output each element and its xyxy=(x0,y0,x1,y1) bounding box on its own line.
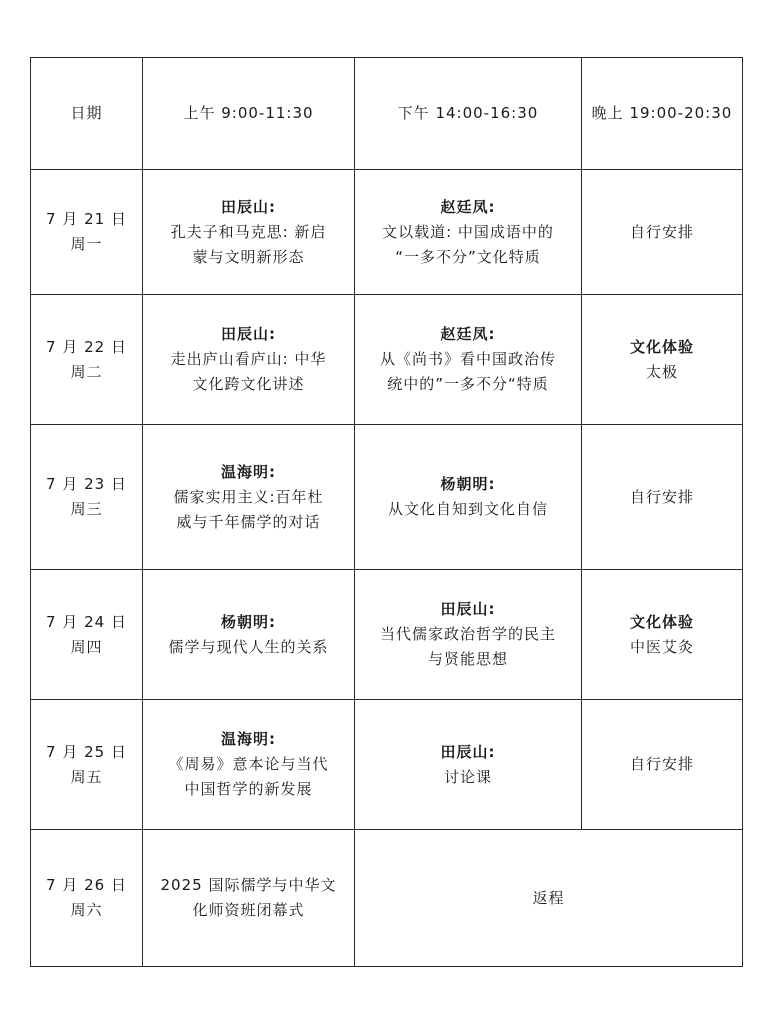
header-row xyxy=(31,58,743,170)
evening-session xyxy=(582,570,743,700)
morning-session xyxy=(143,295,355,425)
session-title-line: 当代儒家政治哲学的民主 xyxy=(379,625,556,643)
session-title-line: 讨论课 xyxy=(443,767,492,786)
session-title-line: 中国哲学的新发展 xyxy=(184,780,313,798)
session-title-line: 从文化自知到文化自信 xyxy=(387,500,548,518)
afternoon-session xyxy=(355,170,582,295)
evening-title: 文化体验 xyxy=(629,337,694,356)
speaker-name: 田辰山: xyxy=(221,325,276,343)
date-cell xyxy=(31,700,143,830)
evening-session xyxy=(582,295,743,425)
weekday-text: 周三 xyxy=(70,500,103,518)
header-date: 日期 xyxy=(31,58,143,170)
table-row xyxy=(31,700,743,830)
session-title-line: 威与千年儒学的对话 xyxy=(176,512,321,531)
header-afternoon: 下午 14:00-16:30 xyxy=(355,58,582,170)
session-title-line: 文以载道: 中国成语中的 xyxy=(382,222,554,241)
speaker-name: 赵廷凤: xyxy=(440,325,496,343)
header-evening: 晚上 19:00-20:30 xyxy=(582,58,743,170)
table-row xyxy=(31,570,743,700)
return-trip-cell xyxy=(355,830,743,967)
evening-session xyxy=(582,170,743,295)
date-text: 7 月 26 日 xyxy=(46,876,127,894)
speaker-name: 温海明: xyxy=(221,730,276,748)
session-title-line: 化师资班闭幕式 xyxy=(192,901,305,919)
date-cell xyxy=(31,295,143,425)
speaker-name: 杨朝明: xyxy=(221,612,276,631)
morning-session xyxy=(143,570,355,700)
weekday-text: 周一 xyxy=(70,235,103,253)
speaker-name: 温海明: xyxy=(221,462,276,481)
afternoon-session xyxy=(355,295,582,425)
table-row xyxy=(31,295,743,425)
evening-text: 中医艾灸 xyxy=(629,637,694,656)
date-text: 7 月 25 日 xyxy=(46,742,127,761)
weekday-text: 周五 xyxy=(70,767,103,786)
evening-text: 自行安排 xyxy=(629,222,694,241)
weekday-text: 周四 xyxy=(70,637,103,656)
afternoon-session xyxy=(355,425,582,570)
evening-session xyxy=(582,700,743,830)
date-cell xyxy=(31,170,143,295)
morning-session xyxy=(143,425,355,570)
afternoon-session xyxy=(355,570,582,700)
speaker-name: 赵廷凤: xyxy=(440,197,496,216)
session-title-line: 与贤能思想 xyxy=(427,650,508,668)
session-title-line: 2025 国际儒学与中华文 xyxy=(160,876,337,894)
session-title-line: 蒙与文明新形态 xyxy=(192,247,305,266)
date-cell xyxy=(31,830,143,967)
evening-text: 自行安排 xyxy=(629,755,694,773)
schedule-table xyxy=(30,57,743,967)
date-text: 7 月 22 日 xyxy=(46,337,127,356)
session-title-line: 统中的”一多不分“特质 xyxy=(387,375,549,393)
date-cell xyxy=(31,570,143,700)
header-morning: 上午 9:00-11:30 xyxy=(143,58,355,170)
session-title-line: 走出庐山看庐山: 中华 xyxy=(170,350,327,368)
weekday-text: 周二 xyxy=(70,362,103,381)
table-row xyxy=(31,425,743,570)
return-trip-text: 返程 xyxy=(532,888,565,907)
evening-text: 太极 xyxy=(645,362,678,381)
session-title-line: 孔夫子和马克思: 新启 xyxy=(170,222,327,241)
date-text: 7 月 23 日 xyxy=(46,475,127,493)
date-text: 7 月 21 日 xyxy=(46,210,127,228)
afternoon-session xyxy=(355,700,582,830)
speaker-name: 田辰山: xyxy=(440,742,496,761)
evening-session xyxy=(582,425,743,570)
session-title-line: 儒学与现代人生的关系 xyxy=(168,637,329,656)
date-cell xyxy=(31,425,143,570)
speaker-name: 田辰山: xyxy=(440,600,496,618)
session-title-line: 从《尚书》看中国政治传 xyxy=(379,350,556,368)
speaker-name: 杨朝明: xyxy=(440,475,496,493)
session-title-line: 《周易》意本论与当代 xyxy=(168,755,329,773)
evening-text: 自行安排 xyxy=(629,487,694,506)
weekday-text: 周六 xyxy=(70,901,103,919)
evening-title: 文化体验 xyxy=(629,612,694,631)
speaker-name: 田辰山: xyxy=(221,197,276,216)
table-row xyxy=(31,170,743,295)
session-title-line: 文化跨文化讲述 xyxy=(192,375,305,393)
morning-session xyxy=(143,170,355,295)
morning-session xyxy=(143,830,355,967)
table-row xyxy=(31,830,743,967)
session-title-line: 儒家实用主义:百年杜 xyxy=(173,487,324,506)
morning-session xyxy=(143,700,355,830)
session-title-line: “一多不分”文化特质 xyxy=(395,247,541,266)
date-text: 7 月 24 日 xyxy=(46,612,127,631)
